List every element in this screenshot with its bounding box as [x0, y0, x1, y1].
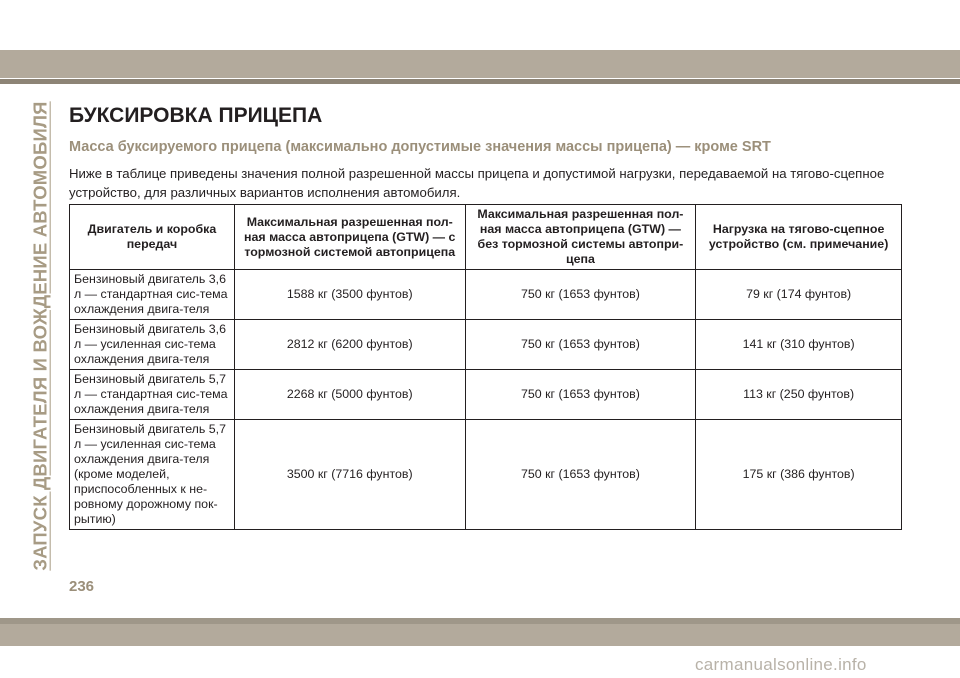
cell-gtw-without-brakes: 750 кг (1653 фунтов) [465, 270, 696, 320]
watermark-text: carmanualsonline.info [695, 655, 867, 674]
chapter-side-tab-label: ЗАПУСК ДВИГАТЕЛЯ И ВОЖДЕНИЕ АВТОМОБИЛЯ [30, 101, 51, 571]
cell-tongue-load: 175 кг (386 фунтов) [696, 420, 902, 530]
cell-gtw-without-brakes: 750 кг (1653 фунтов) [465, 320, 696, 370]
page-title: БУКСИРОВКА ПРИЦЕПА [69, 104, 323, 127]
table-header-row [70, 205, 902, 270]
towing-weight-table [69, 204, 902, 530]
page-number: 236 [69, 578, 95, 595]
cell-tongue-load: 79 кг (174 фунтов) [696, 270, 902, 320]
header-engine: Двигатель и коробка передач [70, 205, 235, 270]
table-row [70, 420, 902, 530]
header-gtw-without-brakes: Максимальная разрешенная пол-ная масса автоприцепа (GTW) — без тормозной системы автопри-цепа [465, 205, 696, 270]
top-decorative-band [0, 50, 960, 78]
cell-engine: Бензиновый двигатель 3,6 л — стандартная сис-тема охлаждения двига-теля [70, 270, 235, 320]
table-row [70, 370, 902, 420]
cell-gtw-with-brakes: 2268 кг (5000 фунтов) [234, 370, 465, 420]
cell-engine: Бензиновый двигатель 3,6 л — усиленная сис-тема охлаждения двига-теля [70, 320, 235, 370]
bottom-decorative-band [0, 624, 960, 646]
chapter-side-tab[interactable] [26, 96, 56, 576]
cell-gtw-without-brakes: 750 кг (1653 фунтов) [465, 370, 696, 420]
cell-gtw-with-brakes: 2812 кг (6200 фунтов) [234, 320, 465, 370]
top-divider-line [0, 79, 960, 84]
section-subtitle: Масса буксируемого прицепа (максимально допустимые значения массы прицепа) — кроме SRT [69, 139, 771, 155]
cell-gtw-without-brakes: 750 кг (1653 фунтов) [465, 420, 696, 530]
header-gtw-with-brakes: Максимальная разрешенная пол-ная масса автоприцепа (GTW) — с тормозной системой автоприцепа [234, 205, 465, 270]
cell-engine: Бензиновый двигатель 5,7 л — стандартная сис-тема охлаждения двига-теля [70, 370, 235, 420]
intro-paragraph: Ниже в таблице приведены значения полной разрешенной массы прицепа и допустимой нагрузки, передаваемой на тягово-сцепное устройство, для различных вариантов исполнения автомобиля. [69, 166, 885, 200]
cell-tongue-load: 113 кг (250 фунтов) [696, 370, 902, 420]
table-row [70, 270, 902, 320]
cell-engine: Бензиновый двигатель 5,7 л — усиленная сис-тема охлаждения двига-теля (кроме моделей, приспособленных к не-ровному дорожному пок-рытию) [70, 420, 235, 530]
cell-tongue-load: 141 кг (310 фунтов) [696, 320, 902, 370]
cell-gtw-with-brakes: 3500 кг (7716 фунтов) [234, 420, 465, 530]
table-row [70, 320, 902, 370]
header-tongue-load: Нагрузка на тягово-сцепное устройство (см. примечание) [696, 205, 902, 270]
cell-gtw-with-brakes: 1588 кг (3500 фунтов) [234, 270, 465, 320]
